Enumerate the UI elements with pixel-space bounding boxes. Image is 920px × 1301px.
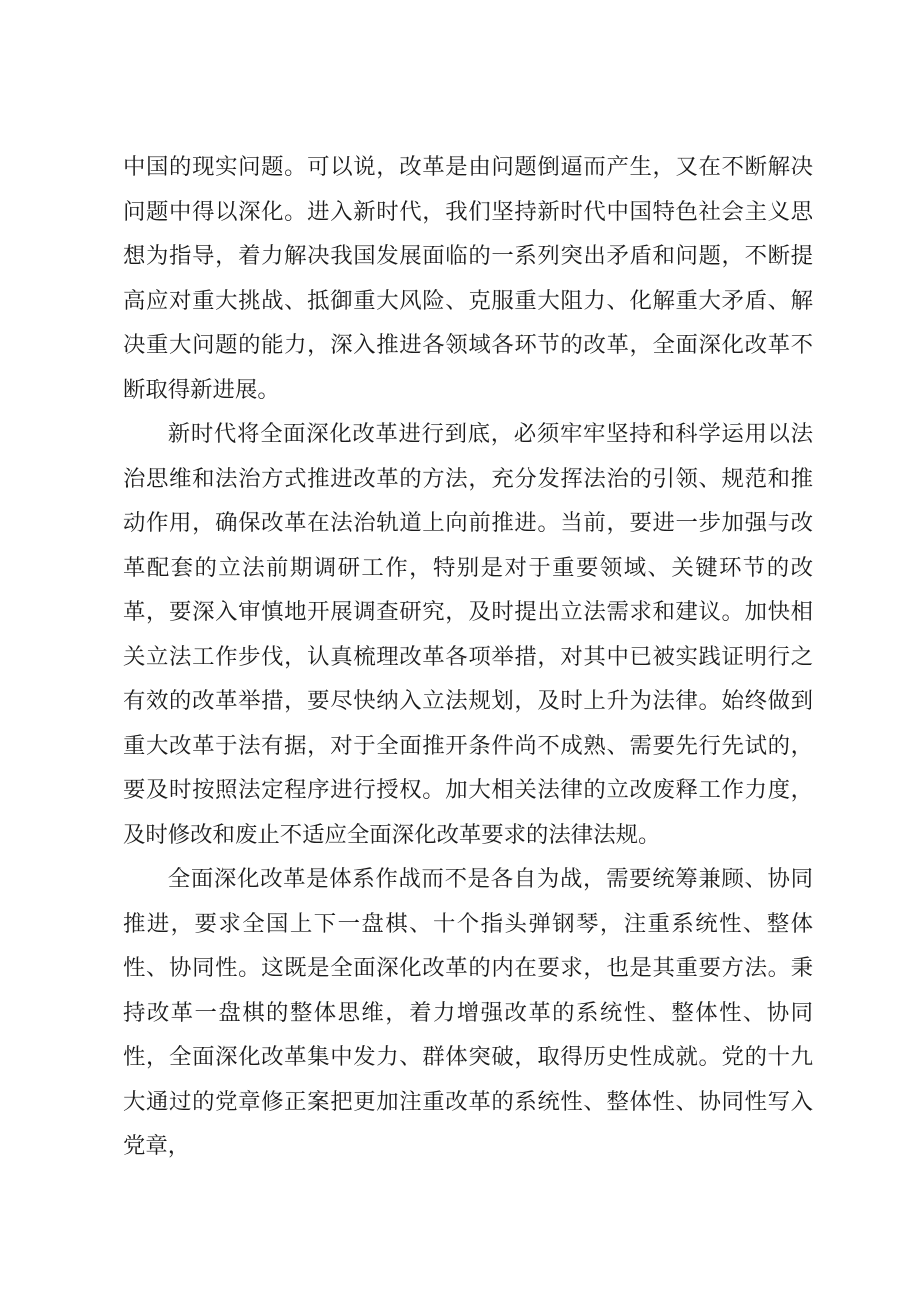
paragraph-1: 中国的现实问题。可以说，改革是由问题倒逼而产生，又在不断解决问题中得以深化。进入新时代，我们坚持新时代中国特色社会主义思想为指导，着力解决我国发展面临的一系列突出矛盾和问题，不断提高应对重大挑战、抵御重大风险、克服重大阻力、化解重大矛盾、解决重大问题的能力，深入推进各领域各环节的改革，全面深化改革不断取得新进展。: [123, 154, 813, 403]
document-body: [123, 145, 813, 1169]
paragraph-3: 全面深化改革是体系作战而不是各自为战，需要统筹兼顾、协同推进，要求全国上下一盘棋、十个指头弹钢琴，注重系统性、整体性、协同性。这既是全面深化改革的内在要求，也是其重要方法。秉持改革一盘棋的整体思维，着力增强改革的系统性、整体性、协同性，全面深化改革集中发力、群体突破，取得历史性成就。党的十九大通过的党章修正案把更加注重改革的系统性、整体性、协同性写入党章，: [123, 866, 813, 1159]
paragraph-2: 新时代将全面深化改革进行到底，必须牢牢坚持和科学运用以法治思维和法治方式推进改革的方法，充分发挥法治的引领、规范和推动作用，确保改革在法治轨道上向前推进。当前，要进一步加强与改革配套的立法前期调研工作，特别是对于重要领域、关键环节的改革，要深入审慎地开展调查研究，及时提出立法需求和建议。加快相关立法工作步伐，认真梳理改革各项举措，对其中已被实践证明行之有效的改革举措，要尽快纳入立法规划，及时上升为法律。始终做到重大改革于法有据，对于全面推开条件尚不成熟、需要先行先试的，要及时按照法定程序进行授权。加大相关法律的立改废释工作力度，及时修改和废止不适应全面深化改革要求的法律法规。: [123, 421, 813, 848]
